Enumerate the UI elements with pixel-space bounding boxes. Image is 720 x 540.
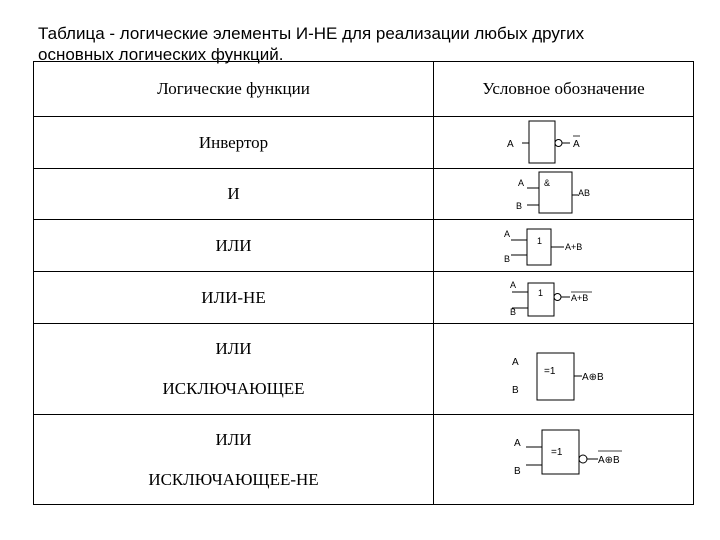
output-label: A+B: [571, 293, 589, 303]
nor-gate-diagram: [434, 272, 693, 323]
and-gate-diagram: [434, 169, 693, 219]
row-xor-name: [34, 324, 433, 414]
or-symbol: [434, 220, 693, 271]
nor-symbol: [434, 272, 693, 323]
page-title: [38, 23, 678, 65]
xor-gate-diagram: [434, 324, 693, 414]
input-a-label: A: [510, 280, 517, 290]
function-label: ИЛИ-НЕ: [201, 287, 266, 307]
function-label: ИСКЛЮЧАЮЩЕЕ: [162, 379, 305, 398]
input-b-label: B: [504, 254, 511, 264]
or-gate-diagram: [434, 220, 693, 271]
gate-label: 1: [538, 288, 544, 298]
function-label: ИЛИ: [215, 429, 252, 449]
gate-label: =1: [544, 366, 556, 377]
output-label: A⊕B: [598, 455, 620, 466]
input-b-label: B: [512, 385, 519, 396]
inverter-symbol: [434, 117, 693, 168]
input-label: A: [507, 139, 514, 150]
row-inverter-name: [34, 117, 433, 168]
inverter-gate-diagram: [434, 117, 693, 168]
output-label: A⊕B: [582, 372, 604, 383]
input-a-label: A: [514, 438, 521, 449]
function-label: ИСКЛЮЧАЮЩЕЕ-НЕ: [148, 469, 319, 489]
and-symbol: [434, 169, 693, 219]
xnor-symbol: [434, 415, 693, 504]
function-label: ИЛИ: [215, 339, 252, 358]
function-label: И: [227, 184, 240, 203]
row-or-name: [34, 220, 433, 271]
header-symbols: [434, 62, 693, 116]
function-label: ИЛИ: [215, 235, 252, 255]
input-b-label: B: [514, 466, 521, 477]
input-b-label: B: [516, 201, 523, 211]
gate-label: 1: [537, 236, 543, 246]
title-line-1: Таблица - логические элементы И-НЕ для реализации любых других: [38, 24, 585, 43]
input-a-label: A: [504, 229, 511, 239]
header-functions-label: Логические функции: [157, 79, 310, 98]
gate-label: =1: [551, 447, 563, 458]
input-a-label: A: [518, 178, 525, 188]
function-label: Инвертор: [198, 132, 269, 152]
header-functions: [34, 62, 433, 116]
row-and-name: [34, 169, 433, 219]
xor-symbol: [434, 324, 693, 414]
title-line-2: основных логических функций.: [38, 45, 284, 64]
row-nor-name: [34, 272, 433, 323]
row-xnor-name: [34, 415, 433, 504]
output-label: AB: [578, 188, 591, 198]
output-label: A+B: [565, 242, 583, 252]
xnor-gate-diagram: [434, 415, 693, 504]
output-label: A: [573, 139, 580, 150]
input-a-label: A: [512, 357, 519, 368]
input-b-label: B: [510, 307, 517, 317]
header-symbols-label: Условное обозначение: [482, 79, 645, 98]
gate-label: &: [544, 178, 551, 188]
